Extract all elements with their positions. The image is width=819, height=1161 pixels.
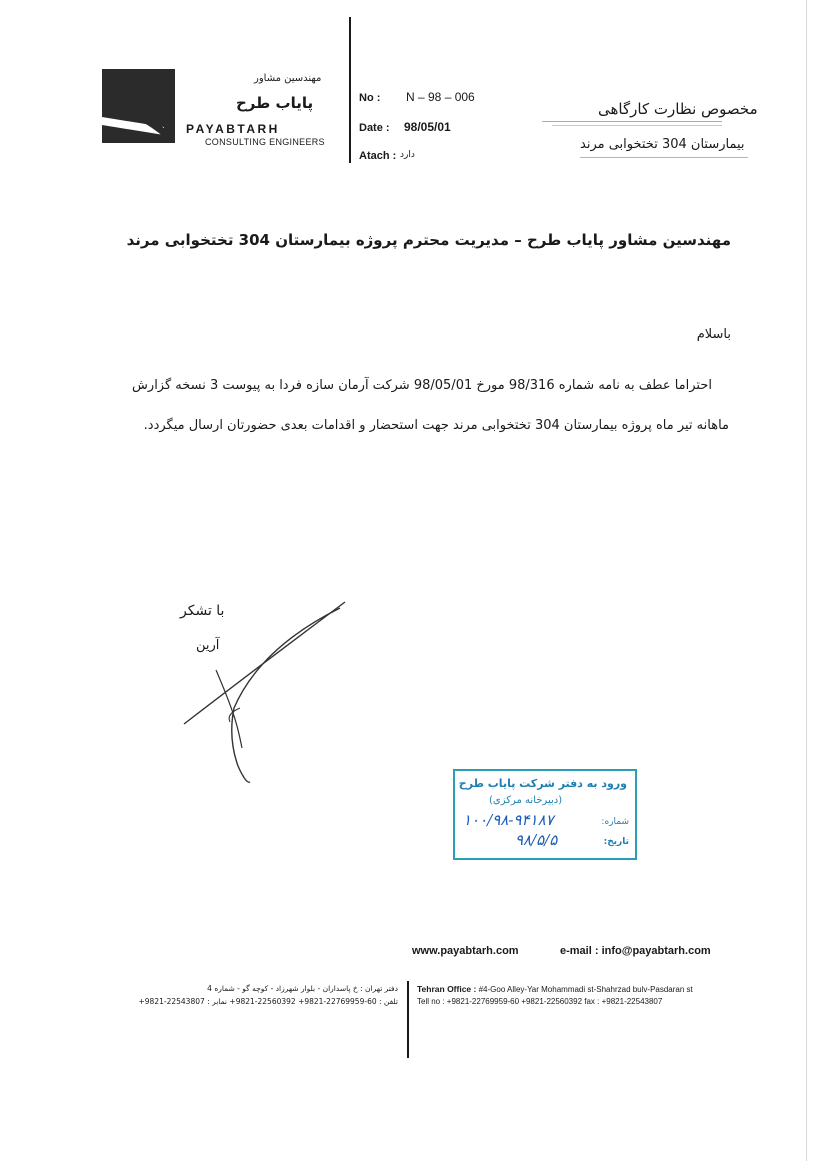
- received-date-value: ۹۸/۵/۵: [515, 831, 558, 849]
- reference-no-label: No :: [359, 92, 381, 104]
- received-stamp-title: ورود به دفتر شرکت پایاب طرح: [458, 777, 627, 790]
- company-name-fa: پایاب طرح: [236, 94, 314, 112]
- handwritten-signature: [180, 598, 350, 788]
- logo-graphic: [102, 69, 175, 143]
- letter-subject: مهندسین مشاور پایاب طرح – مدیریت محترم پروژه بیمارستان 304 تختخوابی مرند: [126, 231, 731, 249]
- reference-date-label: Date :: [359, 122, 390, 134]
- footer-office: [417, 984, 693, 994]
- footer-office-address: #4-Goo Alley-Yar Mohammadi st-Shahrzad bulv-Pasdaran st: [478, 985, 693, 994]
- reference-attach-value: دارد: [400, 150, 415, 160]
- reference-attach-label: Atach :: [359, 150, 397, 162]
- received-number-label: شماره:: [601, 817, 629, 827]
- letter-signer: آرین: [196, 638, 220, 653]
- received-date-label: تاریخ:: [603, 837, 629, 847]
- site-supervision-stamp: مخصوص نظارت کارگاهی: [598, 100, 758, 118]
- company-logo: [102, 69, 175, 143]
- footer-divider: [407, 981, 409, 1058]
- letter-greeting: باسلام: [696, 327, 731, 342]
- footer-email[interactable]: e-mail : info@payabtarh.com: [560, 945, 711, 957]
- header-divider: [349, 17, 351, 163]
- footer-website[interactable]: www.payabtarh.com: [412, 945, 519, 957]
- stamp-rule-blue: [542, 121, 722, 122]
- stamp-rule-yellow: [552, 125, 722, 126]
- company-name-en: PAYABTARH: [186, 122, 280, 136]
- footer-telephones: Tell no : +9821-22769959-60 +9821-22560392 fax : +9821-22543807: [417, 997, 663, 1006]
- letter-body-line-2: ماهانه تیر ماه پروژه بیمارستان 304 تختخوابی مرند جهت استحضار و اقدامات بعدی حضورتان ارسال میگردد.: [143, 418, 729, 433]
- stamp-underline: [580, 157, 748, 158]
- footer-office-label: Tehran Office :: [417, 984, 477, 994]
- letter-body-line-1: احتراما عطف به نامه شماره 98/316 مورخ 98/05/01 شرکت آرمان سازه فردا به پیوست 3 نسخه گزارش: [132, 378, 712, 393]
- scan-edge: [806, 0, 807, 1161]
- received-stamp: [453, 769, 637, 860]
- reference-date-value: 98/05/01: [404, 120, 451, 134]
- project-name-stamp: بیمارستان 304 تختخوابی مرند: [580, 137, 745, 152]
- letter-closing: با تشکر: [180, 603, 225, 619]
- footer-phones-fa: تلفن : 60-22769959-9821+ 22560392-9821+ نمابر : 22543807-9821+: [138, 997, 398, 1006]
- received-stamp-subtitle: (دبیرخانه مرکزی): [489, 795, 563, 806]
- company-subtitle-en: CONSULTING ENGINEERS: [205, 137, 325, 147]
- reference-no-value: N – 98 – 006: [406, 90, 475, 104]
- footer-address-fa: دفتر تهران : خ پاسداران - بلوار شهرزاد - کوچه گو - شماره 4: [207, 984, 398, 993]
- company-name-fa-prefix: مهندسین مشاور: [254, 73, 322, 84]
- received-number-value: ۱۰۰/۹۸-۹۴۱۸۷: [463, 811, 554, 829]
